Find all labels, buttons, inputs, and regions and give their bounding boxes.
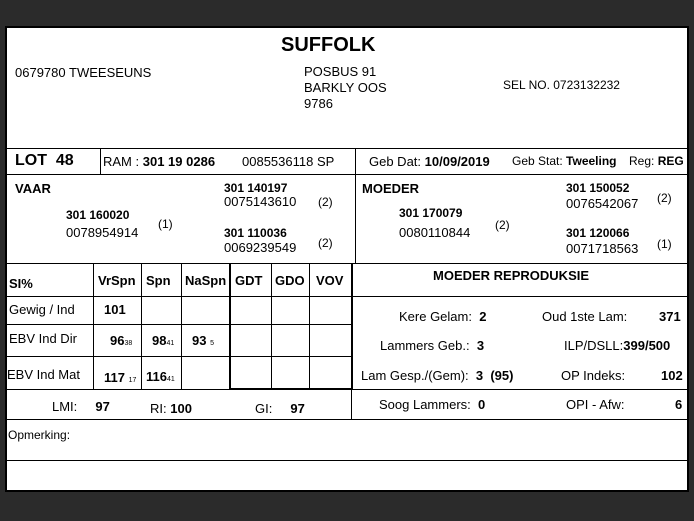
breed-title: SUFFOLK [281, 34, 376, 56]
dam-code: 0080110844 [399, 225, 471, 240]
sire-sire-code: 0075143610 [224, 194, 297, 209]
col-header-gdo: GDO [275, 273, 305, 288]
dam-dam-num: (1) [657, 237, 672, 251]
opi-afw-label: OPI - Afw: [566, 397, 625, 412]
dam-code-num: (2) [495, 218, 510, 232]
cell-number: SEL NO. 0723132232 [503, 78, 620, 92]
dam-label: MOEDER [362, 181, 420, 196]
sire-code: 0078954914 [66, 225, 139, 240]
sire-dam-id: 301 110036 [224, 226, 287, 240]
gi-index: GI: 97 [255, 401, 305, 416]
opi-afw: 6 [675, 397, 683, 412]
ram-id: RAM : 301 19 0286 [103, 154, 216, 169]
op-indeks: 102 [661, 368, 683, 383]
reproduction-title: MOEDER REPRODUKSIE [433, 268, 590, 283]
sire-id: 301 160020 [66, 208, 130, 222]
dam-sire-code: 0076542067 [566, 196, 639, 211]
gewig-vrspn: 101 [104, 302, 126, 317]
col-header-naspn: NaSpn [185, 273, 227, 288]
ebv-mat-vrspn: 117 17 [104, 370, 137, 385]
oud-eerste-lam-label: Oud 1ste Lam: [542, 309, 628, 324]
sale-catalogue-card [5, 26, 689, 492]
registration: Reg: REG [629, 154, 684, 168]
lot-label: LOT 48 [15, 152, 74, 169]
col-header-si: SI% [9, 276, 33, 291]
soog-lammers: Soog Lammers: 0 [379, 397, 486, 412]
col-header-vrspn: VrSpn [98, 273, 136, 288]
dam-dam-id: 301 120066 [566, 226, 630, 240]
kere-gelam: Kere Gelam: 2 [399, 309, 487, 324]
lot-number: 48 [55, 152, 74, 169]
address-line-1: POSBUS 91 [304, 64, 377, 79]
ebv-dir-spn: 9841 [152, 333, 175, 348]
dam-sire-id: 301 150052 [566, 181, 630, 195]
dam-id: 301 170079 [399, 206, 463, 220]
remark-label: Opmerking: [8, 428, 71, 442]
sire-dam-num: (2) [318, 236, 333, 250]
row-label-ebv-dir: EBV Ind Dir [9, 331, 77, 346]
op-indeks-label: OP Indeks: [561, 368, 626, 383]
col-header-vov: VOV [316, 273, 344, 288]
ebv-dir-naspn: 93 5 [192, 333, 214, 348]
birth-date: Geb Dat: 10/09/2019 [369, 154, 490, 169]
lam-gesp: Lam Gesp./(Gem): 3 (95) [361, 368, 514, 383]
row-label-ebv-mat: EBV Ind Mat [7, 367, 80, 382]
owner-code: 0679780 [15, 65, 66, 80]
sire-sire-num: (2) [318, 195, 333, 209]
address-line-2: BARKLY OOS [304, 80, 387, 95]
address-line-3: 9786 [304, 96, 333, 111]
ebv-mat-spn: 11641 [146, 369, 175, 384]
lmi-index: LMI: 97 [52, 399, 110, 414]
owner-line [15, 65, 151, 80]
birth-status: Geb Stat: Tweeling [512, 154, 617, 168]
sire-sire-id: 301 140197 [224, 181, 288, 195]
dam-dam-code: 0071718563 [566, 241, 639, 256]
address-block [304, 64, 387, 112]
oud-eerste-lam: 371 [659, 309, 681, 324]
ilp-dsll: ILP/DSLL:399/500 [564, 338, 671, 353]
ebv-dir-vrspn: 9638 [110, 333, 133, 348]
ri-index: RI: 100 [150, 401, 192, 416]
sire-code-num: (1) [158, 217, 173, 231]
col-header-gdt: GDT [235, 273, 263, 288]
sire-dam-code: 0069239549 [224, 240, 297, 255]
row-label-gewig: Gewig / Ind [9, 302, 75, 317]
col-header-spn: Spn [146, 273, 171, 288]
dam-sire-num: (2) [657, 191, 672, 205]
owner-name: TWEESEUNS [69, 65, 152, 80]
sire-label: VAAR [15, 181, 51, 196]
lammers-geb: Lammers Geb.: 3 [380, 338, 485, 353]
ram-code: 0085536118 SP [242, 154, 335, 169]
